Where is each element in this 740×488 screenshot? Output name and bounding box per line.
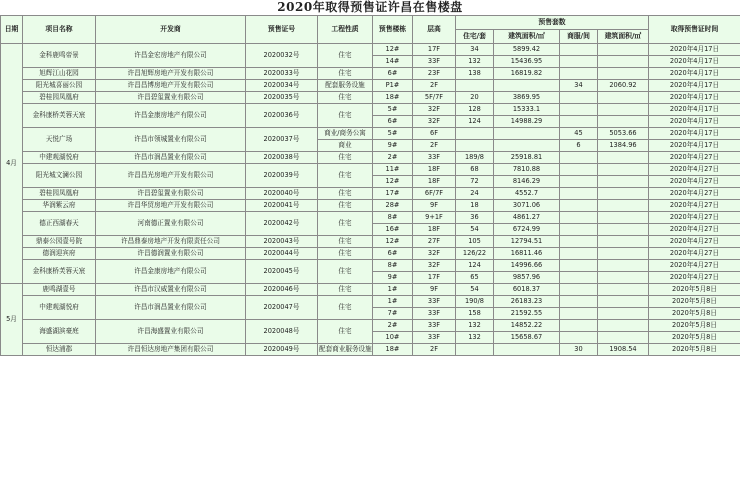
res-area: 6018.37 — [494, 284, 560, 296]
com-units — [560, 200, 598, 212]
building-number: 2# — [373, 320, 413, 332]
permit-number: 2020035号 — [246, 92, 318, 104]
res-units: 20 — [456, 92, 494, 104]
project-nature: 住宅 — [318, 296, 373, 320]
res-units: 132 — [456, 332, 494, 344]
developer-name: 许昌海盛置业有限公司 — [96, 320, 246, 344]
project-nature: 住宅 — [318, 104, 373, 128]
table-row — [1, 236, 740, 248]
table-row — [1, 260, 740, 272]
issue-date: 2020年4月17日 — [649, 128, 740, 140]
project-name: 碧桂园凤凰府 — [23, 188, 96, 200]
com-units: 6 — [560, 140, 598, 152]
floor-height: 32F — [413, 116, 456, 128]
res-area: 14852.22 — [494, 320, 560, 332]
developer-name: 许昌市润昌置业有限公司 — [96, 296, 246, 320]
issue-date: 2020年4月17日 — [649, 92, 740, 104]
res-units: 54 — [456, 284, 494, 296]
floor-height: 33F — [413, 152, 456, 164]
header-nature: 工程性质 — [318, 16, 373, 44]
building-number: 6# — [373, 116, 413, 128]
table-row — [1, 128, 740, 140]
com-units — [560, 104, 598, 116]
building-number: 6# — [373, 68, 413, 80]
developer-name: 许昌旭辉房地产开发有限公司 — [96, 68, 246, 80]
project-name: 天悦广场 — [23, 128, 96, 152]
developer-name: 许昌市汉威置业有限公司 — [96, 284, 246, 296]
res-area: 16819.82 — [494, 68, 560, 80]
issue-date: 2020年4月17日 — [649, 140, 740, 152]
project-name: 恒达浦郡 — [23, 344, 96, 356]
res-area: 7810.88 — [494, 164, 560, 176]
com-area — [598, 200, 649, 212]
res-units — [456, 140, 494, 152]
res-units: 72 — [456, 176, 494, 188]
building-number: 5# — [373, 104, 413, 116]
floor-height: 33F — [413, 56, 456, 68]
building-number: 5# — [373, 128, 413, 140]
com-units — [560, 56, 598, 68]
com-area — [598, 44, 649, 56]
project-nature: 住宅 — [318, 68, 373, 80]
com-area — [598, 296, 649, 308]
project-nature: 配套服务设施 — [318, 80, 373, 92]
permit-number: 2020042号 — [246, 212, 318, 236]
issue-date: 2020年4月27日 — [649, 176, 740, 188]
floor-height: 32F — [413, 104, 456, 116]
building-number: 14# — [373, 56, 413, 68]
header-sets-group: 预售套数 — [456, 16, 649, 30]
res-units — [456, 128, 494, 140]
project-name: 金科康桥芙蓉天宸 — [23, 104, 96, 128]
table-row — [1, 344, 740, 356]
building-number: 28# — [373, 200, 413, 212]
permit-number: 2020039号 — [246, 164, 318, 188]
table-row — [1, 152, 740, 164]
building-number: 12# — [373, 44, 413, 56]
project-name: 华润紫云府 — [23, 200, 96, 212]
project-nature: 住宅 — [318, 284, 373, 296]
com-units: 34 — [560, 80, 598, 92]
floor-height: 18F — [413, 224, 456, 236]
floor-height: 2F — [413, 80, 456, 92]
res-area: 14988.29 — [494, 116, 560, 128]
developer-name: 许昌市领城置业有限公司 — [96, 128, 246, 152]
res-units: 124 — [456, 260, 494, 272]
permit-number: 2020036号 — [246, 104, 318, 128]
res-area: 15436.95 — [494, 56, 560, 68]
permit-number: 2020049号 — [246, 344, 318, 356]
res-units: 65 — [456, 272, 494, 284]
floor-height: 33F — [413, 320, 456, 332]
project-name: 金科康桥芙蓉天宸 — [23, 260, 96, 284]
project-nature: 住宅 — [318, 164, 373, 188]
com-units — [560, 44, 598, 56]
issue-date: 2020年5月8日 — [649, 344, 740, 356]
building-number: 16# — [373, 224, 413, 236]
res-area — [494, 128, 560, 140]
com-units — [560, 188, 598, 200]
month-cell: 5月 — [1, 284, 23, 356]
com-area — [598, 56, 649, 68]
com-units — [560, 92, 598, 104]
res-area: 3071.06 — [494, 200, 560, 212]
com-units — [560, 284, 598, 296]
month-cell: 4月 — [1, 44, 23, 284]
com-units — [560, 308, 598, 320]
building-number: 12# — [373, 236, 413, 248]
project-name: 金科鹿鸣帝景 — [23, 44, 96, 68]
floor-height: 33F — [413, 332, 456, 344]
developer-name: 许昌鼎泰房地产开发有限责任公司 — [96, 236, 246, 248]
com-units — [560, 224, 598, 236]
developer-name: 河南德正置业有限公司 — [96, 212, 246, 236]
res-area: 16811.46 — [494, 248, 560, 260]
com-units — [560, 176, 598, 188]
com-units — [560, 68, 598, 80]
com-area — [598, 284, 649, 296]
building-number: 18# — [373, 344, 413, 356]
res-area: 6724.99 — [494, 224, 560, 236]
com-units — [560, 164, 598, 176]
issue-date: 2020年4月17日 — [649, 44, 740, 56]
com-units — [560, 248, 598, 260]
header-permit: 预售证号 — [246, 16, 318, 44]
header-com-units: 商服/间 — [560, 30, 598, 44]
table-row — [1, 164, 740, 176]
project-name: 德正西湖春天 — [23, 212, 96, 236]
permit-number: 2020045号 — [246, 260, 318, 284]
res-units — [456, 344, 494, 356]
com-units — [560, 152, 598, 164]
project-name: 阳光城文澜公园 — [23, 164, 96, 188]
permit-number: 2020032号 — [246, 44, 318, 68]
table-row — [1, 200, 740, 212]
floor-height: 6F — [413, 128, 456, 140]
developer-name: 许昌碧玺置业有限公司 — [96, 188, 246, 200]
project-name: 海盛湖滨豪庭 — [23, 320, 96, 344]
com-area — [598, 68, 649, 80]
building-number: 2# — [373, 152, 413, 164]
issue-date: 2020年5月8日 — [649, 308, 740, 320]
building-number: 7# — [373, 308, 413, 320]
header-date: 日期 — [1, 16, 23, 44]
building-number: P1# — [373, 80, 413, 92]
table-row — [1, 188, 740, 200]
project-nature: 住宅 — [318, 236, 373, 248]
project-name: 中建观湖悦府 — [23, 296, 96, 320]
com-area — [598, 248, 649, 260]
developer-name: 许昌金宏房地产有限公司 — [96, 44, 246, 68]
res-area: 21592.55 — [494, 308, 560, 320]
header-com-area: 建筑面积/㎡ — [598, 30, 649, 44]
com-area — [598, 212, 649, 224]
building-number: 12# — [373, 176, 413, 188]
issue-date: 2020年4月27日 — [649, 152, 740, 164]
building-number: 9# — [373, 140, 413, 152]
floor-height: 2F — [413, 140, 456, 152]
com-units — [560, 212, 598, 224]
table-row — [1, 320, 740, 332]
header-res-units: 住宅/套 — [456, 30, 494, 44]
project-name: 旭辉江山花园 — [23, 68, 96, 80]
res-area: 8146.29 — [494, 176, 560, 188]
res-area: 12794.51 — [494, 236, 560, 248]
project-name: 鼎泰公园壹号院 — [23, 236, 96, 248]
res-units: 68 — [456, 164, 494, 176]
building-number: 8# — [373, 260, 413, 272]
com-area — [598, 308, 649, 320]
issue-date: 2020年4月17日 — [649, 104, 740, 116]
project-name: 碧桂园凤凰府 — [23, 92, 96, 104]
floor-height: 17F — [413, 44, 456, 56]
floor-height: 18F — [413, 176, 456, 188]
com-units: 30 — [560, 344, 598, 356]
issue-date: 2020年4月27日 — [649, 236, 740, 248]
com-units — [560, 260, 598, 272]
com-area — [598, 188, 649, 200]
table-row — [1, 44, 740, 56]
res-units: 190/8 — [456, 296, 494, 308]
res-area — [494, 140, 560, 152]
developer-name: 许昌恒达房地产集团有限公司 — [96, 344, 246, 356]
com-area — [598, 152, 649, 164]
com-area — [598, 104, 649, 116]
header-developer: 开发商 — [96, 16, 246, 44]
issue-date: 2020年5月8日 — [649, 284, 740, 296]
issue-date: 2020年4月27日 — [649, 164, 740, 176]
issue-date: 2020年4月17日 — [649, 116, 740, 128]
floor-height: 9+1F — [413, 212, 456, 224]
res-units: 189/8 — [456, 152, 494, 164]
com-area: 1908.54 — [598, 344, 649, 356]
permit-number: 2020043号 — [246, 236, 318, 248]
permit-number: 2020047号 — [246, 296, 318, 320]
table-row — [1, 104, 740, 116]
com-units — [560, 320, 598, 332]
table-row — [1, 284, 740, 296]
project-nature: 住宅 — [318, 248, 373, 260]
res-units: 128 — [456, 104, 494, 116]
permit-number: 2020046号 — [246, 284, 318, 296]
floor-height: 32F — [413, 260, 456, 272]
com-area — [598, 320, 649, 332]
building-number: 1# — [373, 284, 413, 296]
developer-name: 许昌碧玺置业有限公司 — [96, 92, 246, 104]
building-number: 8# — [373, 212, 413, 224]
project-nature: 商业 — [318, 140, 373, 152]
com-units — [560, 236, 598, 248]
floor-height: 2F — [413, 344, 456, 356]
floor-height: 27F — [413, 236, 456, 248]
res-units — [456, 80, 494, 92]
res-units: 54 — [456, 224, 494, 236]
building-number: 6# — [373, 248, 413, 260]
project-name: 阳光城喜丽公园 — [23, 80, 96, 92]
com-area — [598, 260, 649, 272]
res-units: 132 — [456, 320, 494, 332]
res-units: 158 — [456, 308, 494, 320]
table-row — [1, 212, 740, 224]
header-building: 预售楼栋 — [373, 16, 413, 44]
floor-height: 33F — [413, 296, 456, 308]
issue-date: 2020年4月27日 — [649, 188, 740, 200]
com-units — [560, 116, 598, 128]
project-nature: 商业/商务公寓 — [318, 128, 373, 140]
issue-date: 2020年4月27日 — [649, 224, 740, 236]
developer-name: 许昌金康房地产有限公司 — [96, 260, 246, 284]
com-area — [598, 176, 649, 188]
permit-number: 2020041号 — [246, 200, 318, 212]
developer-name: 许昌昌博房地产开发有限公司 — [96, 80, 246, 92]
floor-height: 18F — [413, 164, 456, 176]
project-nature: 住宅 — [318, 260, 373, 284]
issue-date: 2020年4月17日 — [649, 56, 740, 68]
com-units — [560, 332, 598, 344]
project-nature: 住宅 — [318, 188, 373, 200]
issue-date: 2020年4月27日 — [649, 200, 740, 212]
res-area: 25918.81 — [494, 152, 560, 164]
project-nature: 配套商业服务设施 — [318, 344, 373, 356]
permit-number: 2020040号 — [246, 188, 318, 200]
res-area: 5899.42 — [494, 44, 560, 56]
table-row — [1, 296, 740, 308]
floor-height: 9F — [413, 200, 456, 212]
res-area — [494, 80, 560, 92]
issue-date: 2020年4月27日 — [649, 260, 740, 272]
building-number: 18# — [373, 92, 413, 104]
project-nature: 住宅 — [318, 200, 373, 212]
table-row — [1, 92, 740, 104]
issue-date: 2020年4月27日 — [649, 272, 740, 284]
com-units — [560, 272, 598, 284]
com-area: 1384.96 — [598, 140, 649, 152]
res-area: 15658.67 — [494, 332, 560, 344]
building-number: 17# — [373, 188, 413, 200]
issue-date: 2020年5月8日 — [649, 332, 740, 344]
table-row — [1, 248, 740, 260]
com-area — [598, 92, 649, 104]
com-area — [598, 116, 649, 128]
developer-name: 许昌德润置业有限公司 — [96, 248, 246, 260]
floor-height: 9F — [413, 284, 456, 296]
res-area: 15333.1 — [494, 104, 560, 116]
res-units: 124 — [456, 116, 494, 128]
res-units: 34 — [456, 44, 494, 56]
res-units: 105 — [456, 236, 494, 248]
floor-height: 6F/7F — [413, 188, 456, 200]
permit-number: 2020044号 — [246, 248, 318, 260]
res-units: 24 — [456, 188, 494, 200]
issue-date: 2020年4月27日 — [649, 248, 740, 260]
permit-number: 2020037号 — [246, 128, 318, 152]
project-name: 德润迎宾府 — [23, 248, 96, 260]
com-area: 5053.66 — [598, 128, 649, 140]
building-number: 1# — [373, 296, 413, 308]
com-area — [598, 164, 649, 176]
header-floors: 层高 — [413, 16, 456, 44]
developer-name: 许昌市润昌置业有限公司 — [96, 152, 246, 164]
floor-height: 5F/7F — [413, 92, 456, 104]
header-issue-time: 取得预售证时间 — [649, 16, 740, 44]
res-units: 132 — [456, 56, 494, 68]
issue-date: 2020年5月8日 — [649, 320, 740, 332]
res-area: 9857.96 — [494, 272, 560, 284]
header-res-area: 建筑面积/㎡ — [494, 30, 560, 44]
com-units — [560, 296, 598, 308]
developer-name: 许昌昌光房地产开发有限公司 — [96, 164, 246, 188]
floor-height: 32F — [413, 248, 456, 260]
res-units: 18 — [456, 200, 494, 212]
res-units: 126/22 — [456, 248, 494, 260]
project-nature: 住宅 — [318, 44, 373, 68]
permit-number: 2020033号 — [246, 68, 318, 80]
table-row — [1, 80, 740, 92]
building-number: 10# — [373, 332, 413, 344]
table-row — [1, 68, 740, 80]
res-units: 36 — [456, 212, 494, 224]
project-nature: 住宅 — [318, 212, 373, 236]
permit-number: 2020048号 — [246, 320, 318, 344]
permit-number: 2020034号 — [246, 80, 318, 92]
res-area: 14996.66 — [494, 260, 560, 272]
issue-date: 2020年4月27日 — [649, 212, 740, 224]
building-number: 11# — [373, 164, 413, 176]
project-name: 鹿鸣湖壹号 — [23, 284, 96, 296]
res-area: 4552.7 — [494, 188, 560, 200]
developer-name: 许昌金康房地产有限公司 — [96, 104, 246, 128]
building-number: 9# — [373, 272, 413, 284]
res-area: 4861.27 — [494, 212, 560, 224]
res-units: 138 — [456, 68, 494, 80]
presale-table — [0, 15, 740, 356]
com-area — [598, 224, 649, 236]
header-project: 项目名称 — [23, 16, 96, 44]
res-area: 26183.23 — [494, 296, 560, 308]
issue-date: 2020年5月8日 — [649, 296, 740, 308]
issue-date: 2020年4月17日 — [649, 68, 740, 80]
page-title: 2020年取得预售证许昌在售楼盘 — [277, 0, 463, 14]
com-area: 2060.92 — [598, 80, 649, 92]
floor-height: 33F — [413, 308, 456, 320]
project-nature: 住宅 — [318, 92, 373, 104]
project-name: 中建观湖悦府 — [23, 152, 96, 164]
floor-height: 23F — [413, 68, 456, 80]
res-area — [494, 344, 560, 356]
com-units: 45 — [560, 128, 598, 140]
com-area — [598, 272, 649, 284]
res-area: 3869.95 — [494, 92, 560, 104]
project-nature: 住宅 — [318, 152, 373, 164]
com-area — [598, 236, 649, 248]
floor-height: 17F — [413, 272, 456, 284]
issue-date: 2020年4月17日 — [649, 80, 740, 92]
developer-name: 许昌华贸房地产开发有限公司 — [96, 200, 246, 212]
com-area — [598, 332, 649, 344]
project-nature: 住宅 — [318, 320, 373, 344]
permit-number: 2020038号 — [246, 152, 318, 164]
